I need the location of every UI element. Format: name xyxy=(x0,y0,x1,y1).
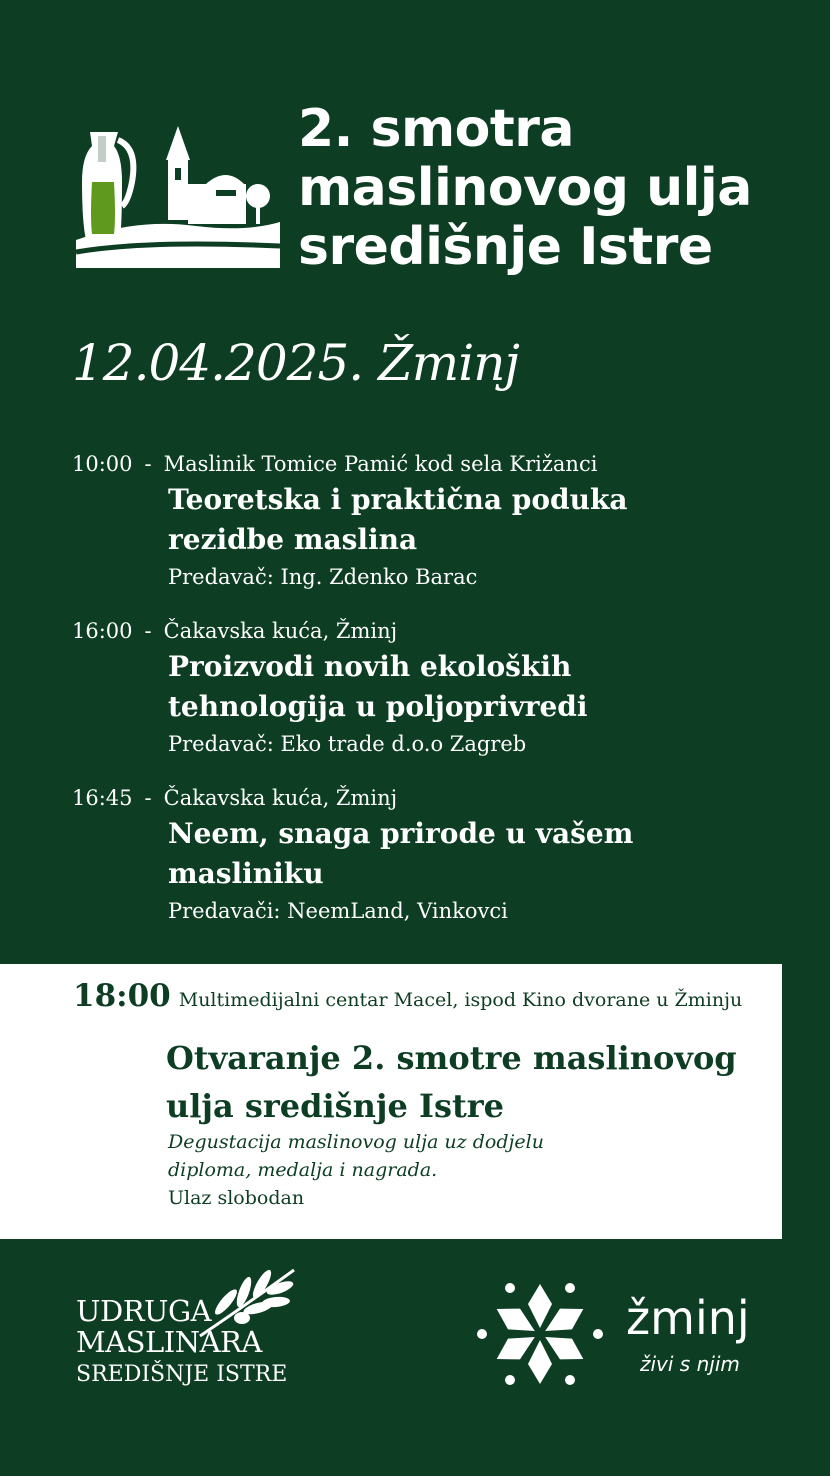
organizer-name-line: MASLINARA xyxy=(76,1325,262,1359)
schedule-speaker: Predavači: NeemLand, Vinkovci xyxy=(168,899,508,923)
event-title xyxy=(298,100,818,277)
schedule-time: 16:45 xyxy=(72,786,133,810)
event-title-line: 2. smotra xyxy=(298,99,574,159)
olive-branch-icon xyxy=(196,1262,300,1340)
flower-star-icon xyxy=(474,1278,606,1390)
highlight-title xyxy=(166,1034,766,1130)
municipality-slogan: živi s njim xyxy=(640,1352,740,1376)
separator: - xyxy=(144,786,152,810)
schedule-item xyxy=(72,615,812,761)
organizer-name-line: UDRUGA xyxy=(76,1294,212,1328)
schedule-title-line: Neem, snaga prirode u vašem xyxy=(168,817,634,850)
highlight-title-line: Otvaranje 2. smotre maslinovog xyxy=(166,1039,737,1077)
highlight-location: Multimedijalni centar Macel, ispod Kino dvorane u Žminju xyxy=(178,989,743,1011)
highlight-description-line: diploma, medalja i nagrada. xyxy=(168,1159,438,1181)
schedule-time: 16:00 xyxy=(72,619,133,643)
municipality-name: žminj xyxy=(626,1291,750,1345)
olive-oil-jug-and-village-icon xyxy=(76,122,280,272)
event-date-place: 12.04.2025. Žminj xyxy=(72,334,519,392)
schedule-item xyxy=(72,782,812,928)
event-title-line: maslinovog ulja xyxy=(298,158,752,218)
highlight-header xyxy=(73,978,742,1014)
schedule-speaker: Predavač: Eko trade d.o.o Zagreb xyxy=(168,732,527,756)
highlight-description xyxy=(168,1128,544,1184)
schedule-speaker: Predavač: Ing. Zdenko Barac xyxy=(168,565,478,589)
schedule-location: Maslinik Tomice Pamić kod sela Križanci xyxy=(163,452,598,476)
highlight-entry: Ulaz slobodan xyxy=(168,1187,305,1209)
separator: - xyxy=(144,619,152,643)
organizer-name-line: SREDIŠNJE ISTRE xyxy=(76,1362,288,1387)
schedule-location: Čakavska kuća, Žminj xyxy=(163,619,398,643)
highlight-time: 18:00 xyxy=(73,978,171,1014)
schedule-title-line: Teoretska i praktična poduka xyxy=(168,483,628,516)
separator: - xyxy=(144,452,152,476)
schedule-title-line: masliniku xyxy=(168,857,324,890)
schedule-title-line: tehnologija u poljoprivredi xyxy=(168,690,588,723)
schedule-item xyxy=(72,448,812,594)
event-title-line: središnje Istre xyxy=(298,217,713,277)
schedule-location: Čakavska kuća, Žminj xyxy=(163,786,398,810)
highlight-event-panel xyxy=(0,964,782,1239)
schedule-title-line: rezidbe maslina xyxy=(168,523,418,556)
highlight-title-line: ulja središnje Istre xyxy=(166,1087,504,1125)
highlight-description-line: Degustacija maslinovog ulja uz dodjelu xyxy=(168,1131,544,1153)
schedule-title-line: Proizvodi novih ekoloških xyxy=(168,650,572,683)
schedule-time: 10:00 xyxy=(72,452,133,476)
